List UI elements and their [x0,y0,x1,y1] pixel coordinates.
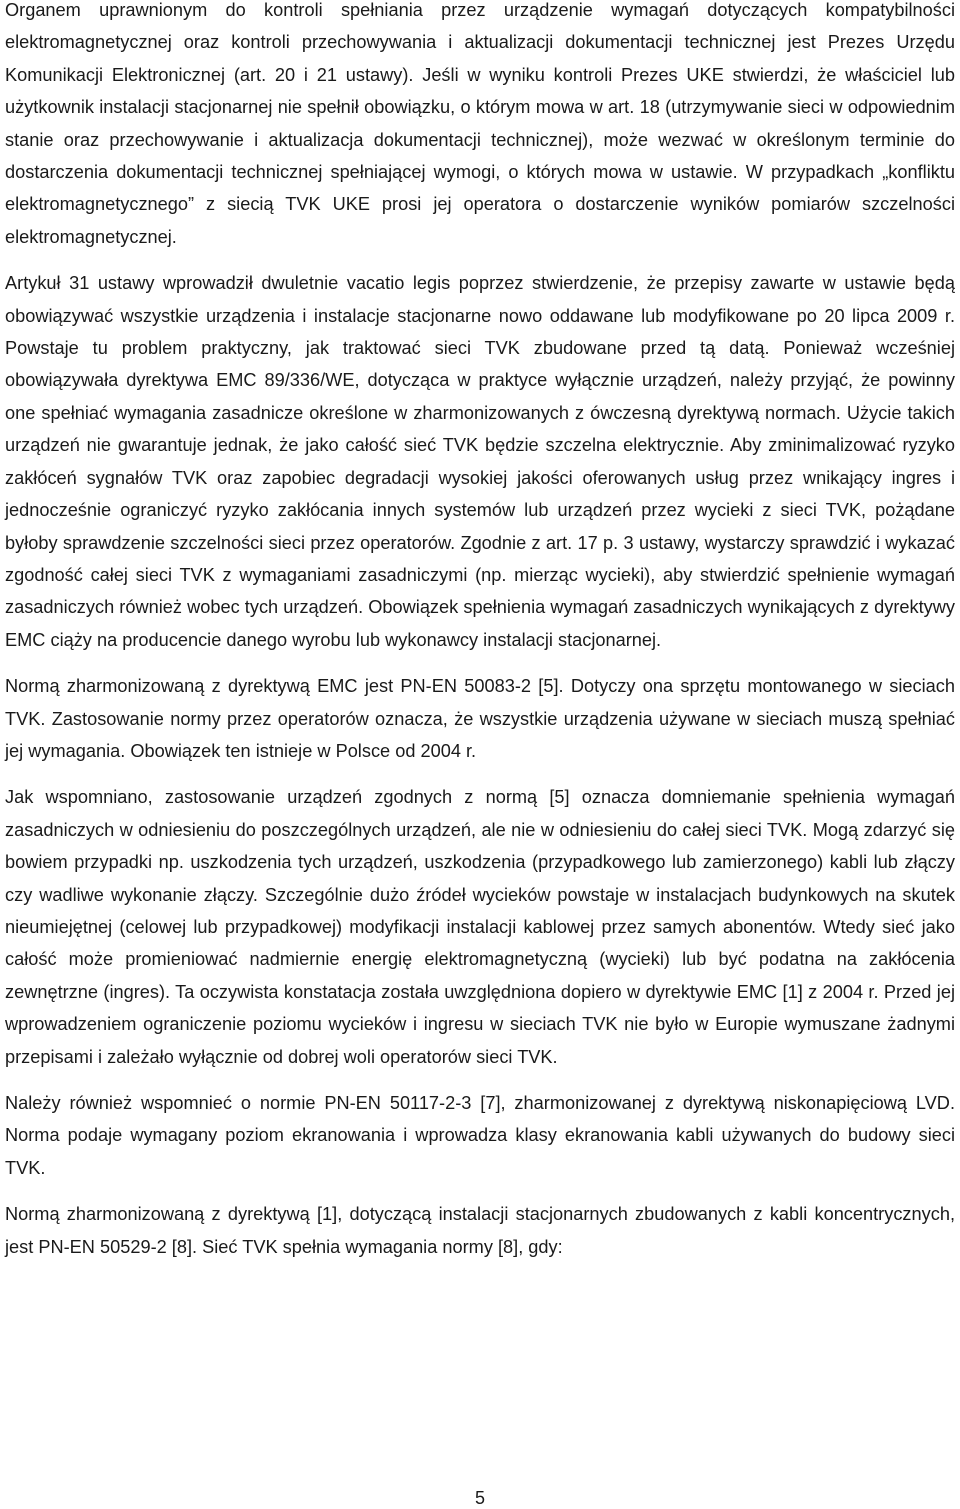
document-page [5,0,955,1277]
paragraph-norma-50083-2: Normą zharmonizowaną z dyrektywą EMC jest PN-EN 50083-2 [5]. Dotyczy ona sprzętu montowanego w sieciach TVK. Zastosowanie normy przez operatorów oznacza, że wszystkie urządzenia używane w sieciach muszą spełniać jej wymagania. Obowiązek ten istnieje w Polsce od 2004 r. [5,676,955,761]
page-number: 5 [474,1488,485,1508]
paragraph-artykul-31: Artykuł 31 ustawy wprowadził dwuletnie vacatio legis poprzez stwierdzenie, że przepisy zawarte w ustawie będą obowiązywać wszystkie urządzenia i instalacje stacjonarne nowo oddawane lub modyfikowane po 20 lipca 2009 r. Powstaje tu problem praktyczny, jak traktować sieci TVK zbudowane przed tą datą. Ponieważ wcześniej obowiązywała dyrektywa EMC 89/336/WE, dotycząca w praktyce wyłącznie urządzeń, należy przyjąć, że powinny one spełniać wymagania zasadnicze określone w zharmonizowanych z ówczesną dyrektywą normach. Użycie takich urządzeń nie gwarantuje jednak, że jako całość sieć TVK będzie szczelna elektrycznie. Aby zminimalizować ryzyko zakłóceń sygnałów TVK oraz zapobiec degradacji wysokiej jakości oferowanych usług przez wnikający ingres i jednocześnie ograniczyć ryzyko zakłócania innych systemów lub urządzeń przez wycieki z sieci TVK, pożądane byłoby sprawdzenie szczelności sieci przez operatorów. Zgodnie z art. 17 p. 3 ustawy, wystarczy sprawdzić i wykazać zgodność całej sieci TVK z wymaganiami zasadniczymi (np. mierząc wycieki), aby stwierdzić spełnienie wymagań zasadniczych również wobec tych urządzeń. Obowiązek spełnienia wymagań zasadniczych wynikających z dyrektywy EMC ciąży na producencie danego wyrobu lub wykonawcy instalacji stacjonarnej. [5,273,955,650]
paragraph-norma-50529-2: Normą zharmonizowaną z dyrektywą [1], dotyczącą instalacji stacjonarnych zbudowanych z kabli koncentrycznych, jest PN-EN 50529-2 [8]. Sieć TVK spełnia wymagania normy [8], gdy: [5,1204,955,1257]
paragraph-kontrola-uke: Organem uprawnionym do kontroli spełniania przez urządzenie wymagań dotyczących kompatybilności elektromagnetycznej oraz kontroli przechowywania i aktualizacji dokumentacji technicznej jest Prezes Urzędu Komunikacji Elektronicznej (art. 20 i 21 ustawy). Jeśli w wyniku kontroli Prezes UKE stwierdzi, że właściciel lub użytkownik instalacji stacjonarnej nie spełnił obowiązku, o którym mowa w art. 18 (utrzymywanie sieci w odpowiednim stanie oraz przechowywanie i aktualizacja dokumentacji technicznej), może wezwać w określonym terminie do dostarczenia dokumentacji technicznej spełniającej wymogi, o których mowa w ustawie. W przypadkach „konfliktu elektromagnetycznego” z siecią TVK UKE prosi jej operatora o dostarczenie wyników pomiarów szczelności elektromagnetycznej. [5,0,955,247]
paragraph-domniemanie-zgodnosci: Jak wspomniano, zastosowanie urządzeń zgodnych z normą [5] oznacza domniemanie spełnienia wymagań zasadniczych w odniesieniu do poszczególnych urządzeń, ale nie w odniesieniu do całej sieci TVK. Mogą zdarzyć się bowiem przypadki np. uszkodzenia tych urządzeń, uszkodzenia (przypadkowego lub zamierzonego) kabli lub złączy czy wadliwe wykonanie złączy. Szczególnie dużo źródeł wycieków powstaje w instalacjach budynkowych na skutek nieumiejętnej (celowej lub przypadkowej) modyfikacji instalacji kablowej przez samych abonentów. Wtedy sieć jako całość może promieniować nadmiernie energię elektromagnetyczną (wycieki) lub być podatna na zakłócenia zewnętrzne (ingres). Ta oczywista konstatacja została uwzględniona dopiero w dyrektywie EMC [1] z 2004 r. Przed jej wprowadzeniem ograniczenie poziomu wycieków i ingresu w sieciach TVK nie było w Europie wymuszane żadnymi przepisami i zależało wyłącznie od dobrej woli operatorów sieci TVK. [5,787,955,1067]
paragraph-norma-50117-2-3: Należy również wspomnieć o normie PN-EN 50117-2-3 [7], zharmonizowanej z dyrektywą niskonapięciową LVD. Norma podaje wymagany poziom ekranowania i wprowadza klasy ekranowania kabli używanych do budowy sieci TVK. [5,1093,955,1178]
